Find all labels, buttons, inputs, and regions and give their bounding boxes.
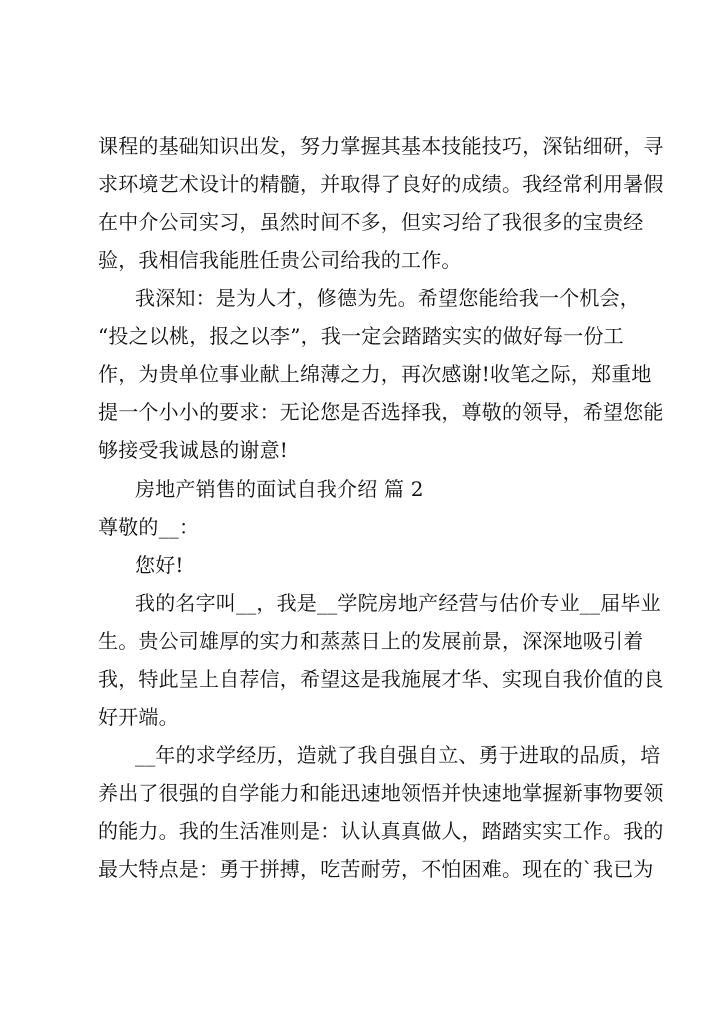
paragraph-line: 验，我相信我能胜任贵公司给我的工作。	[98, 248, 462, 272]
paragraph-line: 课程的基础知识出发，努力掌握其基本技能技巧，深钻细研，寻	[98, 134, 664, 158]
paragraph-line: __年的求学经历，造就了我自强自立、勇于进取的品质，培	[135, 743, 661, 767]
paragraph-line: 我深知：是为人才，修德为先。希望您能给我一个机会，	[135, 286, 640, 310]
paragraph-line: 最大特点是：勇于拼搏，吃苦耐劳，不怕困难。现在的`我已为	[98, 857, 654, 881]
paragraph-line: 好开端。	[98, 705, 179, 729]
paragraph-line: 够接受我诚恳的谢意!	[98, 438, 289, 462]
paragraph-line: “投之以桃，报之以李”，我一定会踏踏实实的做好每一份工	[98, 324, 624, 348]
paragraph-line: 求环境艺术设计的精髓，并取得了良好的成绩。我经常利用暑假	[98, 172, 664, 196]
paragraph-line: 在中介公司实习，虽然时间不多，但实习给了我很多的宝贵经	[98, 210, 644, 234]
paragraph-line: 作，为贵单位事业献上绵薄之力，再次感谢!收笔之际，郑重地	[98, 362, 652, 386]
greeting: 您好!	[135, 553, 184, 577]
paragraph-line: 我的名字叫__，我是__学院房地产经营与估价专业__届毕业	[135, 591, 661, 615]
paragraph-line: 我，特此呈上自荐信，希望这是我施展才华、实现自我价值的良	[98, 667, 664, 691]
paragraph-line: 生。贵公司雄厚的实力和蒸蒸日上的发展前景，深深地吸引着	[98, 629, 644, 653]
paragraph-line: 养出了很强的自学能力和能迅速地领悟并快速地掌握新事物要领	[98, 781, 664, 805]
paragraph-line: 提一个小小的要求：无论您是否选择我，尊敬的领导，希望您能	[98, 400, 664, 424]
salutation: 尊敬的__：	[98, 515, 200, 539]
paragraph-line: 的能力。我的生活准则是：认认真真做人，踏踏实实工作。我的	[98, 819, 664, 843]
section-heading: 房地产销售的面试自我介绍 篇 2	[135, 477, 424, 501]
